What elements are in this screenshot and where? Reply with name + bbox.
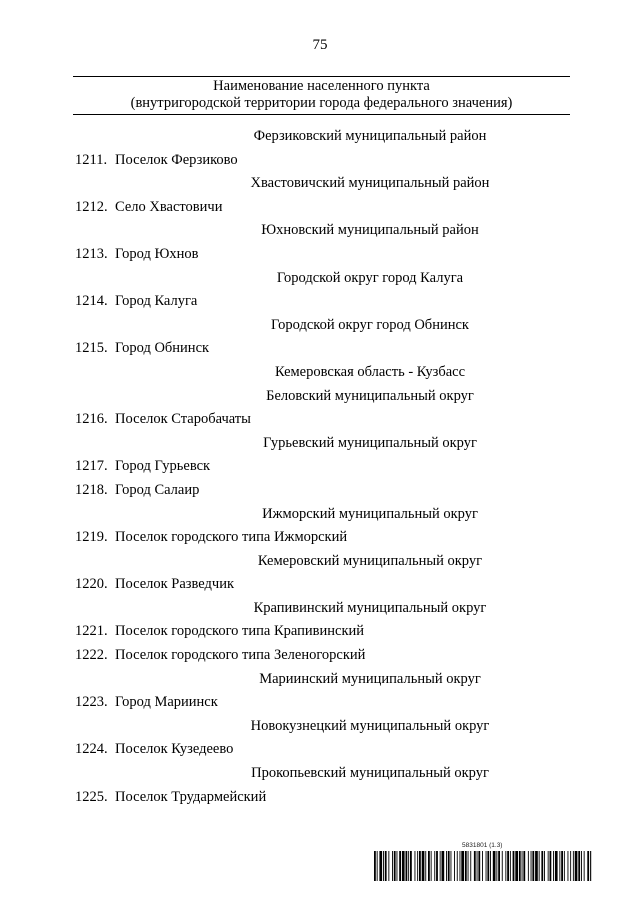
district-heading: Крапивинский муниципальный округ xyxy=(253,599,487,616)
settlement-number: 1214. xyxy=(75,293,108,310)
district-heading: Городской округ город Обнинск xyxy=(271,316,469,333)
settlement-number: 1216. xyxy=(75,411,108,428)
barcode-bar xyxy=(478,851,480,881)
barcode-bar xyxy=(493,851,496,881)
barcode-bar xyxy=(460,851,461,881)
district-heading: Беловский муниципальный округ xyxy=(266,387,474,404)
settlement-number: 1213. xyxy=(75,245,108,262)
barcode-bar xyxy=(528,851,529,881)
barcode-bar xyxy=(399,851,401,881)
barcode-label: 5831801 (1.3) xyxy=(462,842,503,849)
barcode-bar xyxy=(519,851,521,881)
barcode-bar xyxy=(513,851,515,881)
barcode-bar xyxy=(474,851,476,881)
barcode-bar xyxy=(394,851,396,881)
barcode-bar xyxy=(397,851,398,881)
settlement-row xyxy=(0,408,640,432)
district-heading: Городской округ город Калуга xyxy=(276,269,464,286)
settlement-number: 1225. xyxy=(75,788,108,805)
barcode-bar xyxy=(581,851,582,881)
settlement-list xyxy=(0,125,640,809)
barcode-bar xyxy=(590,851,591,881)
barcode-bar xyxy=(539,851,540,881)
settlement-name: Поселок Разведчик xyxy=(115,576,234,593)
barcode-bar xyxy=(436,851,438,881)
district-heading: Новокузнецкий муниципальный округ xyxy=(250,717,490,734)
settlement-row xyxy=(0,644,640,668)
settlement-row xyxy=(0,620,640,644)
settlement-number: 1212. xyxy=(75,198,108,215)
barcode-bar xyxy=(417,851,418,881)
settlement-name: Поселок Кузедеево xyxy=(115,741,234,758)
barcode-bar xyxy=(487,851,489,881)
district-heading: Прокопьевский муниципальный округ xyxy=(251,765,489,782)
settlement-number: 1224. xyxy=(75,741,108,758)
district-heading: Хвастовичский муниципальный район xyxy=(250,175,490,192)
header-top-rule xyxy=(73,76,570,77)
barcode-bar xyxy=(415,851,416,881)
settlement-row xyxy=(0,196,640,220)
settlement-row xyxy=(0,243,640,267)
barcode-bar xyxy=(465,851,467,881)
settlement-row xyxy=(0,455,640,479)
barcode-bar xyxy=(541,851,543,881)
settlement-row xyxy=(0,337,640,361)
settlement-name: Город Мариинск xyxy=(115,694,218,711)
barcode-bar xyxy=(440,851,441,881)
settlement-name: Поселок городского типа Зеленогорский xyxy=(115,647,366,664)
barcode-bar xyxy=(461,851,464,881)
barcode-bar xyxy=(531,851,532,881)
barcode-bar xyxy=(564,851,565,881)
barcode-bar xyxy=(490,851,491,881)
barcode-bar xyxy=(377,851,378,881)
barcode-bar xyxy=(406,851,408,881)
district-heading: Кемеровский муниципальный округ xyxy=(257,552,483,569)
barcode-bar xyxy=(505,851,506,881)
settlement-row xyxy=(0,786,640,810)
barcode-bar xyxy=(568,851,569,881)
settlement-number: 1223. xyxy=(75,694,108,711)
barcode-bar xyxy=(515,851,518,881)
settlement-row xyxy=(0,290,640,314)
barcode-bar xyxy=(532,851,534,881)
settlement-number: 1220. xyxy=(75,576,108,593)
settlement-number: 1215. xyxy=(75,340,108,357)
settlement-number: 1211. xyxy=(75,151,108,168)
barcode-bar xyxy=(535,851,538,881)
settlement-name: Город Обнинск xyxy=(115,340,210,357)
barcode-bar xyxy=(502,851,503,881)
settlement-name: Город Калуга xyxy=(115,293,198,310)
district-heading: Гурьевский муниципальный округ xyxy=(263,434,477,451)
barcode-bar xyxy=(510,851,511,881)
settlement-row xyxy=(0,149,640,173)
barcode-bar xyxy=(374,851,376,881)
barcode-bar xyxy=(573,851,574,881)
barcode-bar xyxy=(431,851,432,881)
barcode-bar xyxy=(446,851,447,881)
barcode-bar xyxy=(522,851,523,881)
barcode-bar xyxy=(550,851,552,881)
barcode-bar xyxy=(555,851,558,881)
settlement-number: 1222. xyxy=(75,647,108,664)
barcode-bar xyxy=(410,851,412,881)
district-heading: Ижморский муниципальный округ xyxy=(262,505,478,522)
settlement-name: Поселок городского типа Ижморский xyxy=(115,529,348,546)
barcode-bar xyxy=(457,851,458,881)
barcode-icon xyxy=(374,851,592,881)
barcode-bar xyxy=(451,851,452,881)
settlement-name: Поселок городского типа Крапивинский xyxy=(115,623,365,640)
barcode-bar xyxy=(402,851,405,881)
barcode-bar xyxy=(544,851,545,881)
district-heading: Мариинский муниципальный округ xyxy=(259,670,481,687)
barcode-bar xyxy=(448,851,450,881)
settlement-number: 1219. xyxy=(75,529,108,546)
barcode-bar xyxy=(507,851,509,881)
settlement-number: 1217. xyxy=(75,458,108,475)
barcode-bar xyxy=(548,851,549,881)
district-heading: Кемеровская область - Кузбасс xyxy=(274,363,466,380)
settlement-name: Город Гурьевск xyxy=(115,458,211,475)
barcode-bar xyxy=(482,851,483,881)
barcode-bar xyxy=(570,851,571,881)
barcode-bar xyxy=(468,851,469,881)
district-heading: Ферзиковский муниципальный район xyxy=(253,128,487,144)
header-title: Наименование населенного пункта xyxy=(213,78,430,94)
barcode-bar xyxy=(379,851,382,881)
barcode-bar xyxy=(587,851,589,881)
barcode-bar xyxy=(523,851,525,881)
barcode-bar xyxy=(408,851,409,881)
settlement-row xyxy=(0,526,640,550)
settlement-name: Поселок Старобачаты xyxy=(115,411,251,428)
barcode-bar xyxy=(486,851,487,881)
header-subtitle: (внутригородской территории города федерального значения) xyxy=(130,95,513,111)
settlement-row xyxy=(0,691,640,715)
settlement-number: 1221. xyxy=(75,623,108,640)
barcode-bar xyxy=(496,851,497,881)
settlement-row xyxy=(0,573,640,597)
barcode-bar xyxy=(383,851,384,881)
barcode-bar xyxy=(419,851,421,881)
district-heading: Юхновский муниципальный район xyxy=(261,222,479,239)
barcode-bar xyxy=(553,851,554,881)
settlement-row xyxy=(0,479,640,503)
settlement-name: Село Хвастовичи xyxy=(115,198,223,215)
barcode-bar xyxy=(561,851,563,881)
barcode-bar xyxy=(454,851,455,881)
barcode-bar xyxy=(559,851,560,881)
barcode-bar xyxy=(425,851,426,881)
barcode-bar xyxy=(392,851,393,881)
page-number: 75 xyxy=(312,37,328,53)
barcode-bar xyxy=(434,851,435,881)
barcode-bar xyxy=(575,851,578,881)
settlement-number: 1218. xyxy=(75,481,108,498)
barcode-bar xyxy=(498,851,500,881)
barcode-bar xyxy=(388,851,389,881)
barcode-bar xyxy=(422,851,425,881)
barcode-bar xyxy=(477,851,478,881)
table-header xyxy=(73,78,570,112)
settlement-name: Город Юхнов xyxy=(115,245,199,262)
settlement-name: Поселок Трудармейский xyxy=(115,788,267,805)
barcode-bar xyxy=(578,851,580,881)
header-bottom-rule xyxy=(73,114,570,115)
barcode-bar xyxy=(428,851,430,881)
settlement-row xyxy=(0,738,640,762)
barcode-bar xyxy=(584,851,585,881)
settlement-name: Поселок Ферзиково xyxy=(115,151,238,168)
barcode-bar xyxy=(470,851,471,881)
settlement-name: Город Салаир xyxy=(115,481,200,498)
barcode-bar xyxy=(442,851,445,881)
barcode-bar xyxy=(385,851,387,881)
